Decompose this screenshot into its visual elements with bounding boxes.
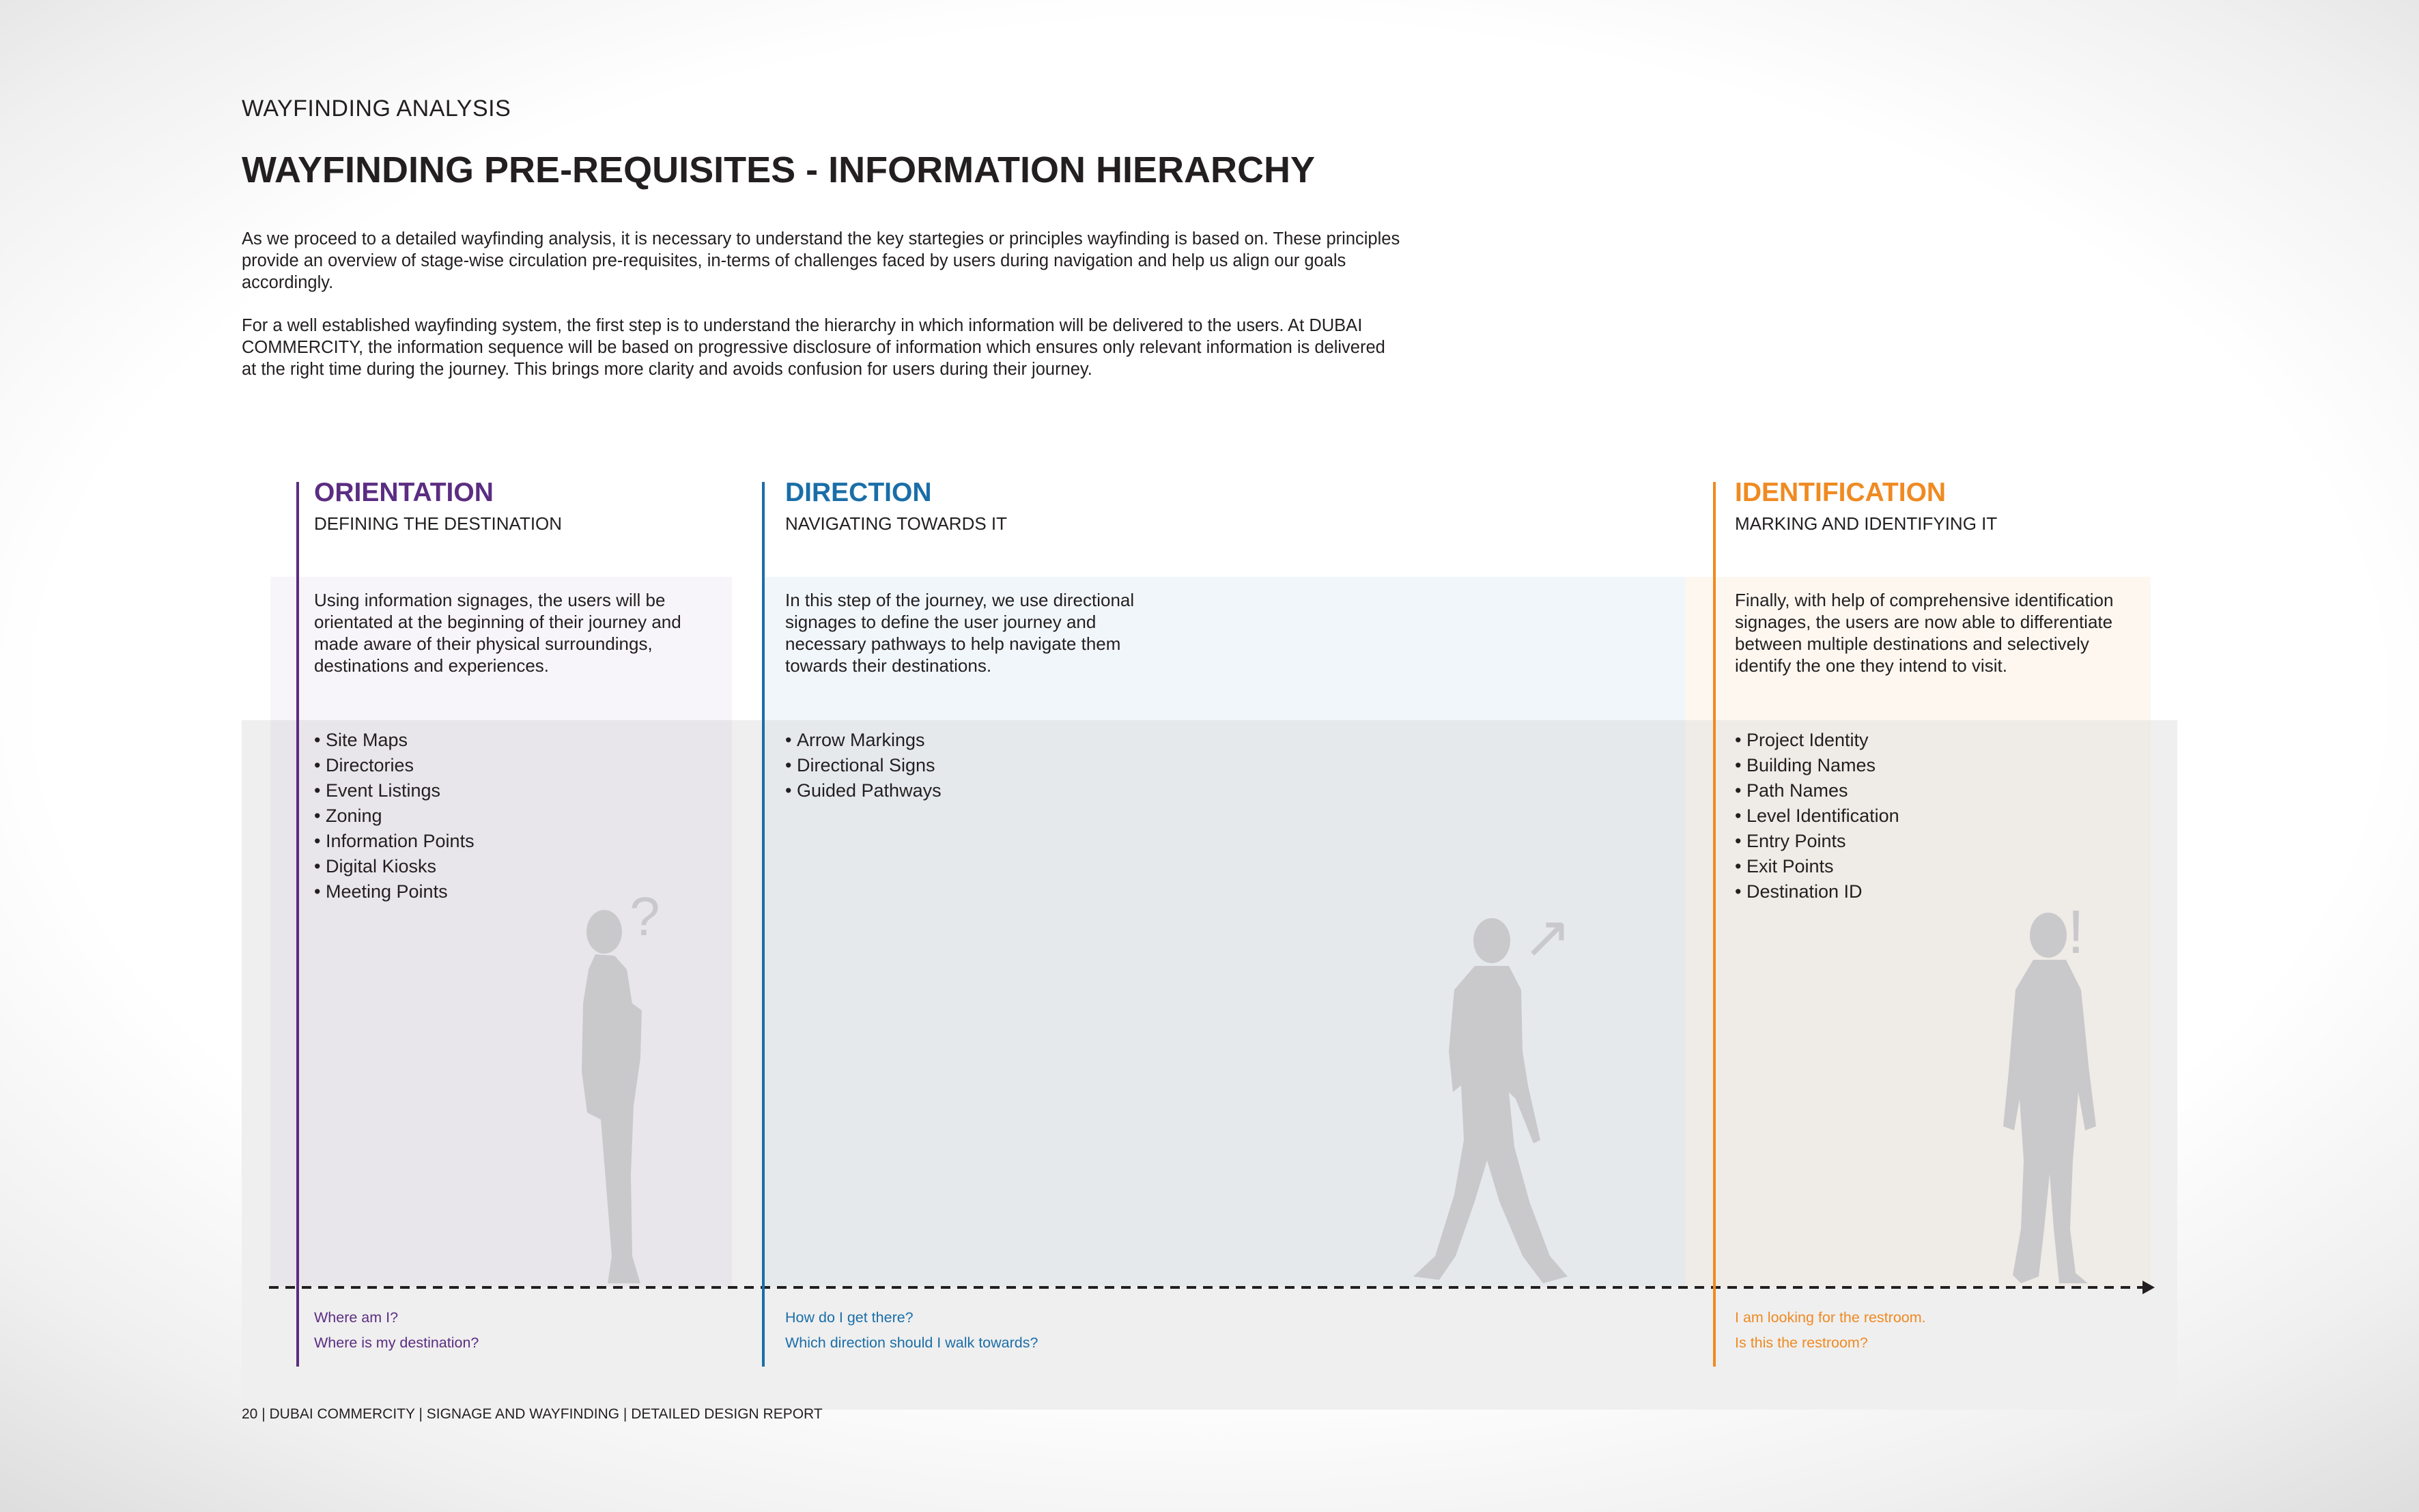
- orientation-subtitle: DEFINING THE DESTINATION: [314, 513, 563, 534]
- list-item: • Information Points: [314, 829, 475, 854]
- orientation-description: Using information signages, the users will be orientated at the beginning of their journey and made aware of their physical surroundings, destinations and experiences.: [314, 590, 681, 676]
- list-item: • Arrow Markings: [785, 728, 942, 753]
- thinking-person-icon: [567, 886, 676, 1290]
- exclamation-symbol: !: [2067, 898, 2085, 967]
- orientation-questions: [314, 1305, 479, 1356]
- identification-title: IDENTIFICATION: [1735, 478, 1947, 507]
- list-item: • Exit Points: [1735, 854, 1899, 879]
- list-item: • Event Listings: [314, 778, 475, 803]
- identification-subtitle: MARKING AND IDENTIFYING IT: [1735, 513, 1998, 534]
- orientation-divider: [296, 482, 299, 1367]
- question-text: Which direction should I walk towards?: [785, 1335, 1038, 1351]
- list-item: • Path Names: [1735, 778, 1899, 803]
- list-item: • Level Identification: [1735, 803, 1899, 829]
- question-text: Where am I?: [314, 1309, 399, 1326]
- orientation-title: ORIENTATION: [314, 478, 494, 507]
- direction-divider: [762, 482, 765, 1367]
- list-item: • Directional Signs: [785, 753, 942, 778]
- direction-subtitle: NAVIGATING TOWARDS IT: [785, 513, 1008, 534]
- identification-list: [1735, 728, 1899, 904]
- question-mark-symbol: ?: [629, 886, 660, 947]
- list-item: • Project Identity: [1735, 728, 1899, 753]
- question-text: Where is my destination?: [314, 1335, 479, 1351]
- list-item: • Guided Pathways: [785, 778, 942, 803]
- journey-arrow: [266, 1279, 2158, 1296]
- direction-list: [785, 728, 942, 803]
- walking-person-icon: [1406, 903, 1584, 1290]
- list-item: • Zoning: [314, 803, 475, 829]
- list-item: • Building Names: [1735, 753, 1899, 778]
- intro-paragraph-1: As we proceed to a detailed wayfinding analysis, it is necessary to understand the key startegies or principles wayfinding is based on. These principles provide an overview of stage-wise circulation pre-requisites, in-terms of challenges faced by users during navigation and help us align our goals accordingly.: [242, 229, 1400, 292]
- direction-title: DIRECTION: [785, 478, 932, 507]
- list-item: • Destination ID: [1735, 879, 1899, 904]
- direction-description: In this step of the journey, we use directional signages to define the user journey and necessary pathways to help navigate them towards their destinations.: [785, 590, 1135, 676]
- arrow-symbol: ↗: [1523, 903, 1572, 971]
- page-footer: 20 | DUBAI COMMERCITY | SIGNAGE AND WAYFINDING | DETAILED DESIGN REPORT: [242, 1406, 823, 1422]
- section-kicker: WAYFINDING ANALYSIS: [242, 96, 511, 122]
- identification-divider: [1713, 482, 1716, 1367]
- list-item: • Directories: [314, 753, 475, 778]
- orientation-list: [314, 728, 475, 904]
- identification-questions: [1735, 1305, 1926, 1356]
- list-item: • Site Maps: [314, 728, 475, 753]
- question-text: I am looking for the restroom.: [1735, 1309, 1926, 1326]
- identification-description: Finally, with help of comprehensive identification signages, the users are now able to differentiate between multiple destinations and selectively identify the one they intend to visit.: [1735, 590, 2114, 676]
- list-item: • Digital Kiosks: [314, 854, 475, 879]
- page-title: WAYFINDING PRE-REQUISITES - INFORMATION HIERARCHY: [242, 149, 1316, 190]
- list-item: • Meeting Points: [314, 879, 475, 904]
- intro-paragraph-2: For a well established wayfinding system, the first step is to understand the hierarchy in which information will be delivered to the users. At DUBAI COMMERCITY, the information sequence will be based on progressive disclosure of information which ensures only relevant information is delivered at the right time during the journey. This brings more clarity and avoids confusion for users during their journey.: [242, 316, 1385, 379]
- standing-person-icon: [1994, 898, 2117, 1290]
- list-item: • Entry Points: [1735, 829, 1899, 854]
- question-text: Is this the restroom?: [1735, 1335, 1868, 1351]
- direction-questions: [785, 1305, 1038, 1356]
- question-text: How do I get there?: [785, 1309, 914, 1326]
